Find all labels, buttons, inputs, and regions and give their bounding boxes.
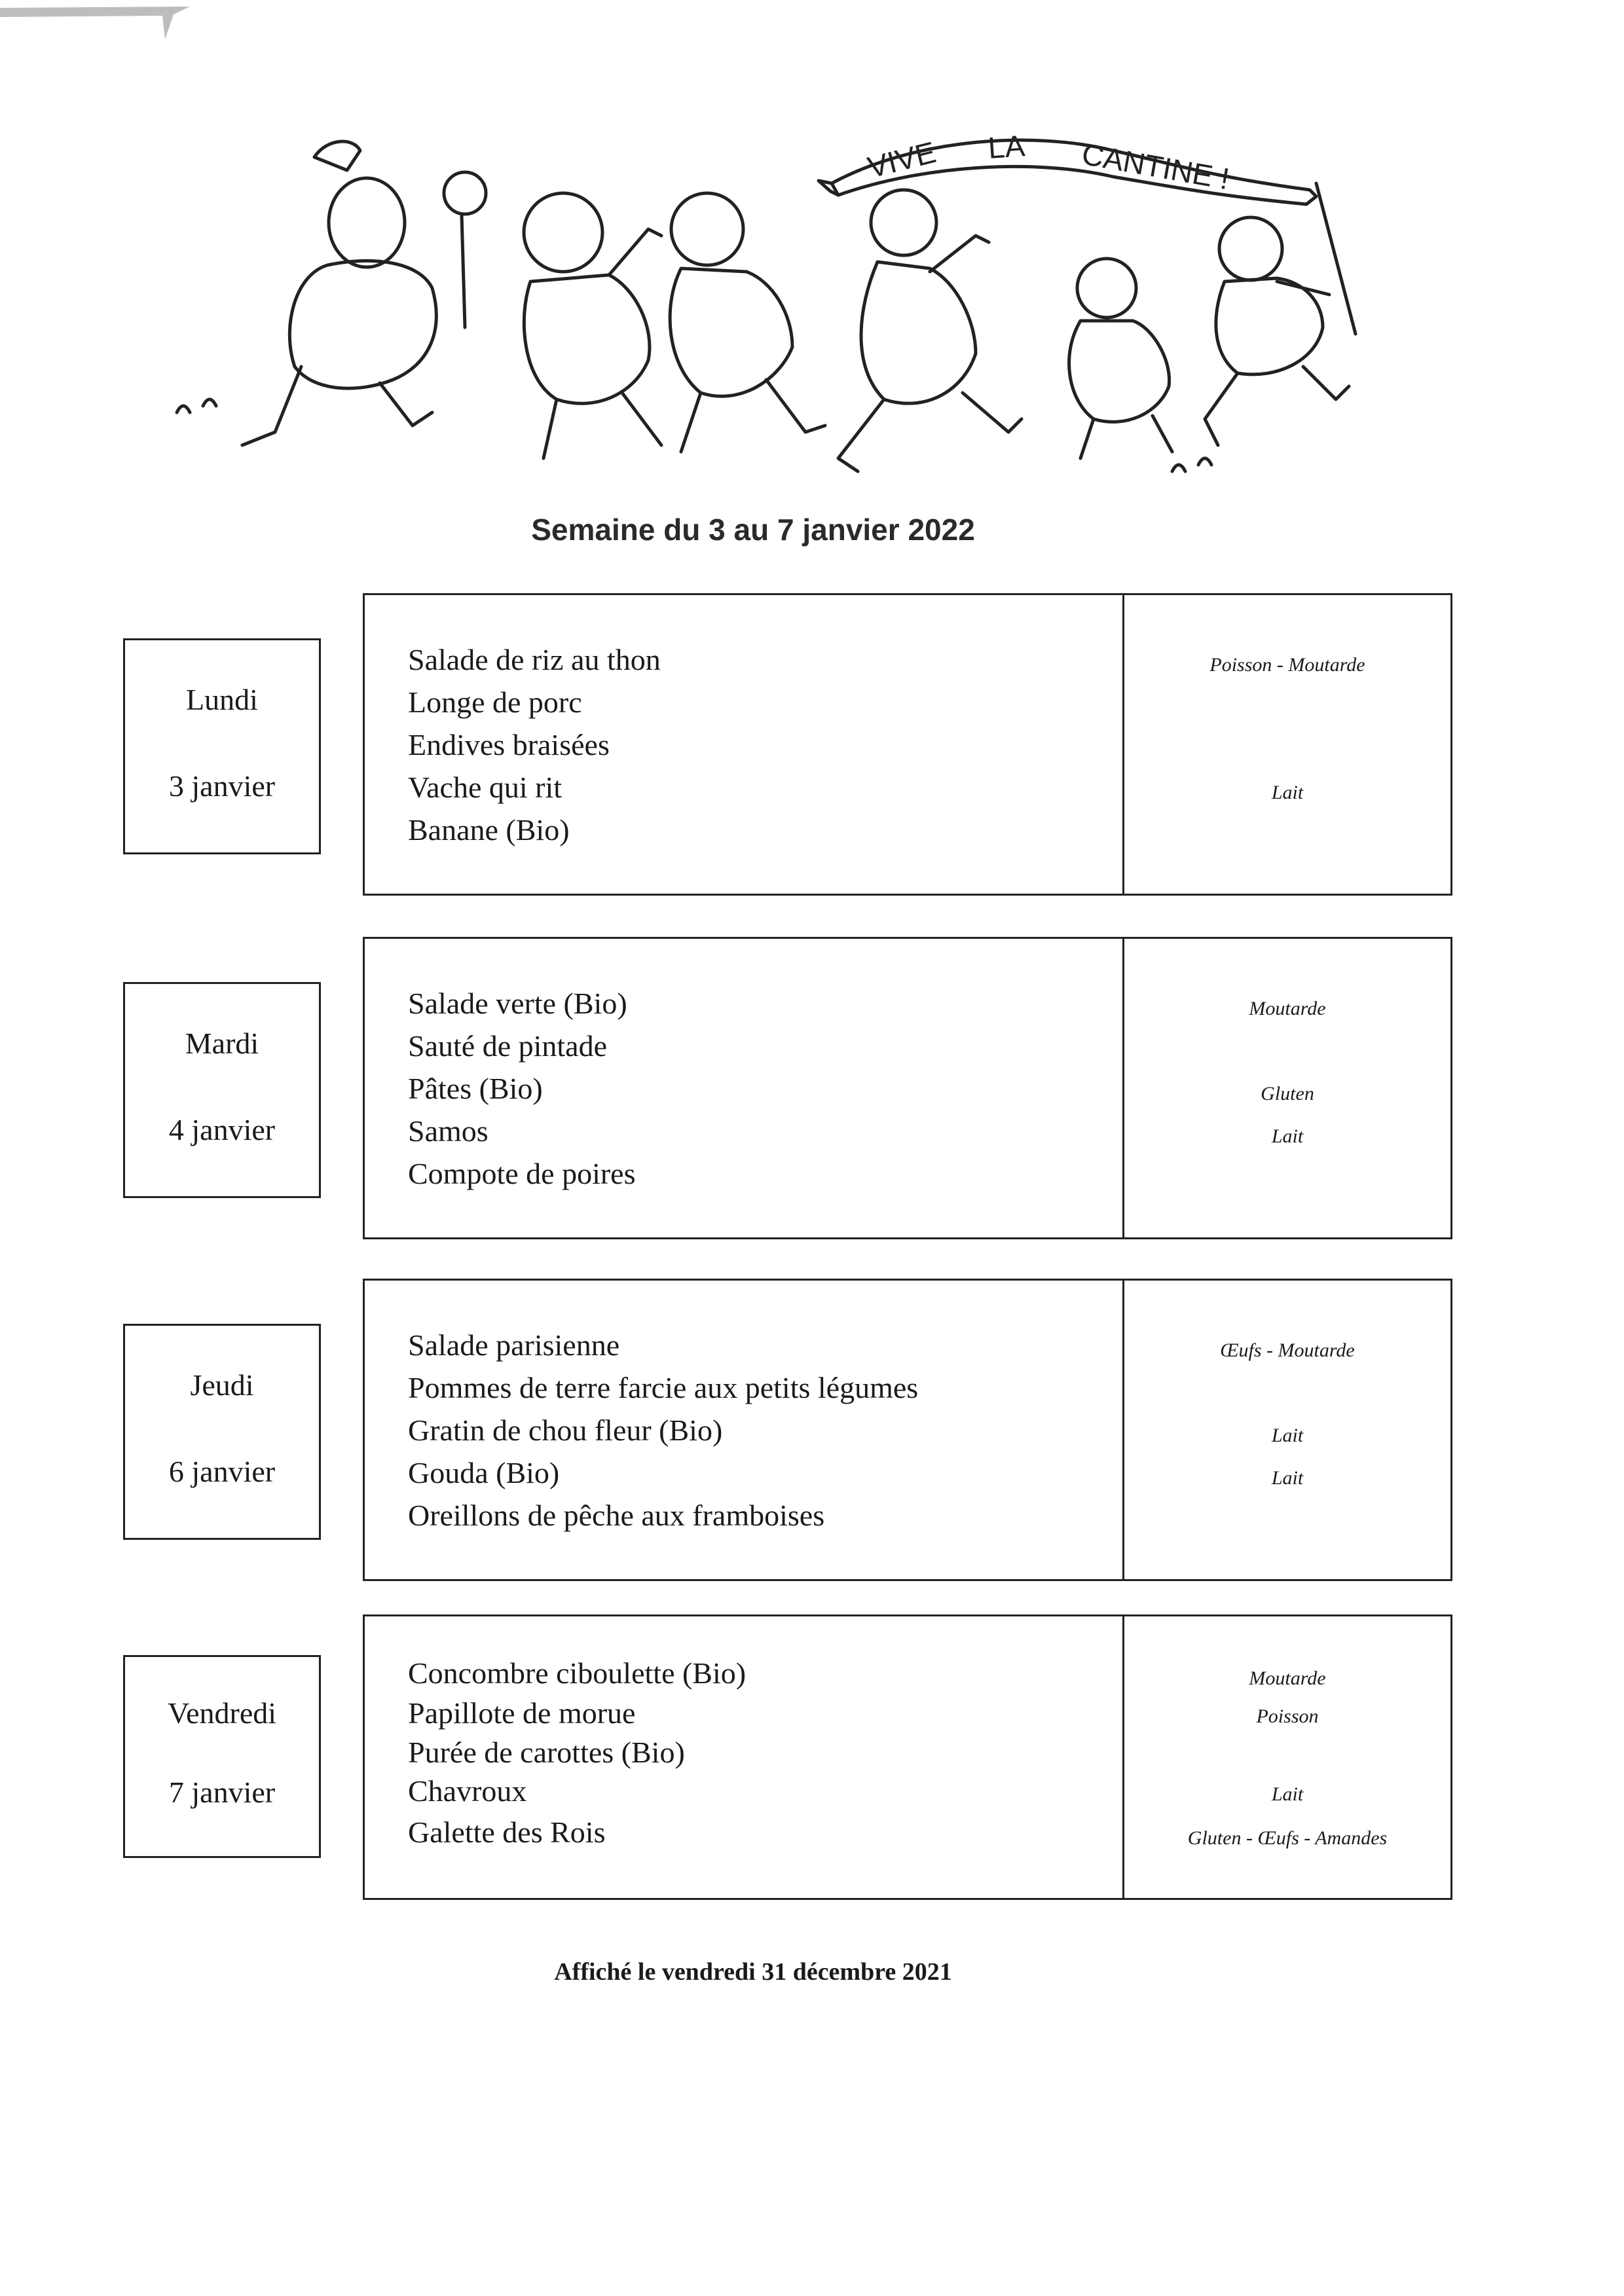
day-name: Jeudi bbox=[190, 1368, 254, 1402]
dish-item: Banane (Bio) bbox=[408, 813, 570, 847]
day-name: Mardi bbox=[185, 1027, 259, 1060]
dish-item: Gouda (Bio) bbox=[408, 1456, 560, 1489]
allergen-note: Moutarde bbox=[1249, 998, 1326, 1019]
dish-item: Vache qui rit bbox=[408, 771, 563, 804]
allergen-note: Lait bbox=[1271, 1425, 1304, 1446]
day-date: 3 janvier bbox=[168, 769, 276, 803]
dish-item: Purée de carottes (Bio) bbox=[408, 1736, 685, 1769]
dish-item: Oreillons de pêche aux framboises bbox=[408, 1499, 825, 1532]
dish-item: Galette des Rois bbox=[408, 1815, 606, 1849]
dish-item: Longe de porc bbox=[408, 685, 582, 719]
day-box-vendredi bbox=[123, 1655, 321, 1858]
dish-item: Pommes de terre farcie aux petits légumes bbox=[408, 1371, 919, 1404]
dish-item: Pâtes (Bio) bbox=[408, 1072, 543, 1105]
day-name: Vendredi bbox=[167, 1696, 277, 1730]
column-divider bbox=[1122, 1616, 1124, 1898]
day-name: Lundi bbox=[186, 683, 258, 716]
day-box-mardi bbox=[123, 982, 321, 1198]
day-date: 6 janvier bbox=[168, 1455, 276, 1488]
menu-box-lundi bbox=[363, 593, 1452, 896]
allergen-note: Gluten bbox=[1261, 1083, 1314, 1104]
dish-item: Sauté de pintade bbox=[408, 1029, 608, 1063]
dish-item: Concombre ciboulette (Bio) bbox=[408, 1656, 747, 1690]
dish-item: Chavroux bbox=[408, 1774, 527, 1808]
day-date: 4 janvier bbox=[168, 1113, 276, 1146]
dish-item: Compote de poires bbox=[408, 1157, 636, 1190]
svg-text:LA: LA bbox=[987, 128, 1026, 165]
dish-item: Samos bbox=[408, 1114, 489, 1148]
column-divider bbox=[1122, 595, 1124, 894]
allergen-note: Poisson bbox=[1256, 1705, 1319, 1727]
dish-item: Salade parisienne bbox=[408, 1328, 620, 1362]
allergen-note: Lait bbox=[1271, 782, 1304, 803]
page-title: Semaine du 3 au 7 janvier 2022 bbox=[531, 513, 975, 547]
allergen-note: Lait bbox=[1271, 1125, 1304, 1147]
dish-item: Gratin de chou fleur (Bio) bbox=[408, 1413, 723, 1447]
day-date: 7 janvier bbox=[168, 1776, 276, 1809]
running-children-illustration bbox=[164, 118, 1369, 484]
dish-item: Salade verte (Bio) bbox=[408, 987, 627, 1020]
allergen-note: Lait bbox=[1271, 1467, 1304, 1489]
day-box-jeudi bbox=[123, 1324, 321, 1540]
menu-box-jeudi bbox=[363, 1279, 1452, 1581]
svg-text:CANTINE !: CANTINE ! bbox=[1079, 136, 1232, 196]
allergen-note: Œufs - Moutarde bbox=[1220, 1339, 1355, 1361]
menu-box-mardi bbox=[363, 937, 1452, 1239]
allergen-note: Gluten - Œufs - Amandes bbox=[1187, 1827, 1388, 1849]
day-box-lundi bbox=[123, 638, 321, 854]
allergen-note: Poisson - Moutarde bbox=[1209, 654, 1365, 676]
allergen-note: Lait bbox=[1271, 1783, 1304, 1805]
menu-box-vendredi bbox=[363, 1614, 1452, 1900]
svg-text:VIVE: VIVE bbox=[864, 134, 940, 185]
dish-item: Salade de riz au thon bbox=[408, 643, 661, 676]
posted-date: Affiché le vendredi 31 décembre 2021 bbox=[554, 1958, 952, 1986]
dish-item: Endives braisées bbox=[408, 728, 610, 761]
scan-edge-mark bbox=[0, 0, 196, 46]
allergen-note: Moutarde bbox=[1249, 1667, 1326, 1689]
dish-item: Papillote de morue bbox=[408, 1696, 636, 1730]
